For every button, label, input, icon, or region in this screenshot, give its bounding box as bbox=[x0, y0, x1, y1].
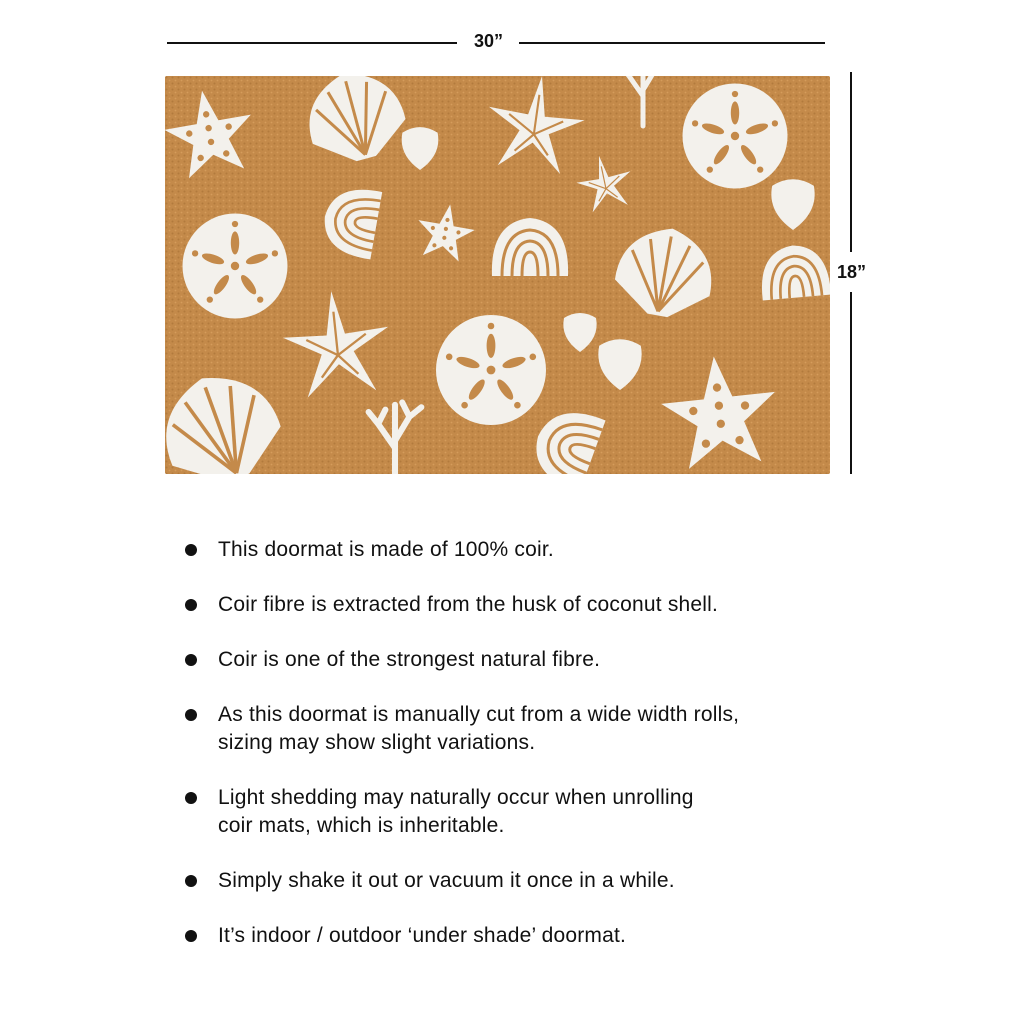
feature-text: Coir fibre is extracted from the husk of coconut shell. bbox=[218, 593, 719, 616]
list-item bbox=[185, 536, 885, 564]
bullet-icon bbox=[185, 930, 197, 942]
feature-text: Simply shake it out or vacuum it once in a while. bbox=[218, 869, 675, 892]
bullet-icon bbox=[185, 709, 197, 721]
width-dimension-label: 30” bbox=[474, 31, 504, 51]
feature-text: Coir is one of the strongest natural fibre. bbox=[218, 648, 601, 671]
list-item bbox=[185, 701, 885, 757]
height-dimension-line-top bbox=[850, 72, 852, 252]
sand-dollar-icon bbox=[436, 315, 546, 425]
feature-list bbox=[185, 536, 885, 977]
feature-text: This doormat is made of 100% coir. bbox=[218, 538, 554, 561]
feature-text: It’s indoor / outdoor ‘under shade’ doormat. bbox=[218, 924, 627, 947]
height-dimension-line-bottom bbox=[850, 292, 852, 474]
feature-text-continued: sizing may show slight variations. bbox=[218, 731, 536, 754]
bullet-icon bbox=[185, 875, 197, 887]
sand-dollar-icon bbox=[183, 214, 288, 319]
doormat-image bbox=[165, 76, 830, 474]
sand-dollar-icon bbox=[683, 84, 788, 189]
feature-text: Light shedding may naturally occur when unrolling bbox=[218, 786, 694, 809]
width-dimension-line-left bbox=[167, 42, 457, 44]
bullet-icon bbox=[185, 599, 197, 611]
feature-text: As this doormat is manually cut from a wide width rolls, bbox=[218, 703, 740, 726]
list-item bbox=[185, 784, 885, 840]
bullet-icon bbox=[185, 654, 197, 666]
height-dimension-label: 18” bbox=[837, 262, 867, 282]
bullet-icon bbox=[185, 544, 197, 556]
list-item bbox=[185, 867, 885, 895]
list-item bbox=[185, 646, 885, 674]
feature-text-continued: coir mats, which is inheritable. bbox=[218, 814, 505, 837]
bullet-icon bbox=[185, 792, 197, 804]
list-item bbox=[185, 591, 885, 619]
width-dimension-line-right bbox=[519, 42, 825, 44]
list-item bbox=[185, 922, 885, 950]
